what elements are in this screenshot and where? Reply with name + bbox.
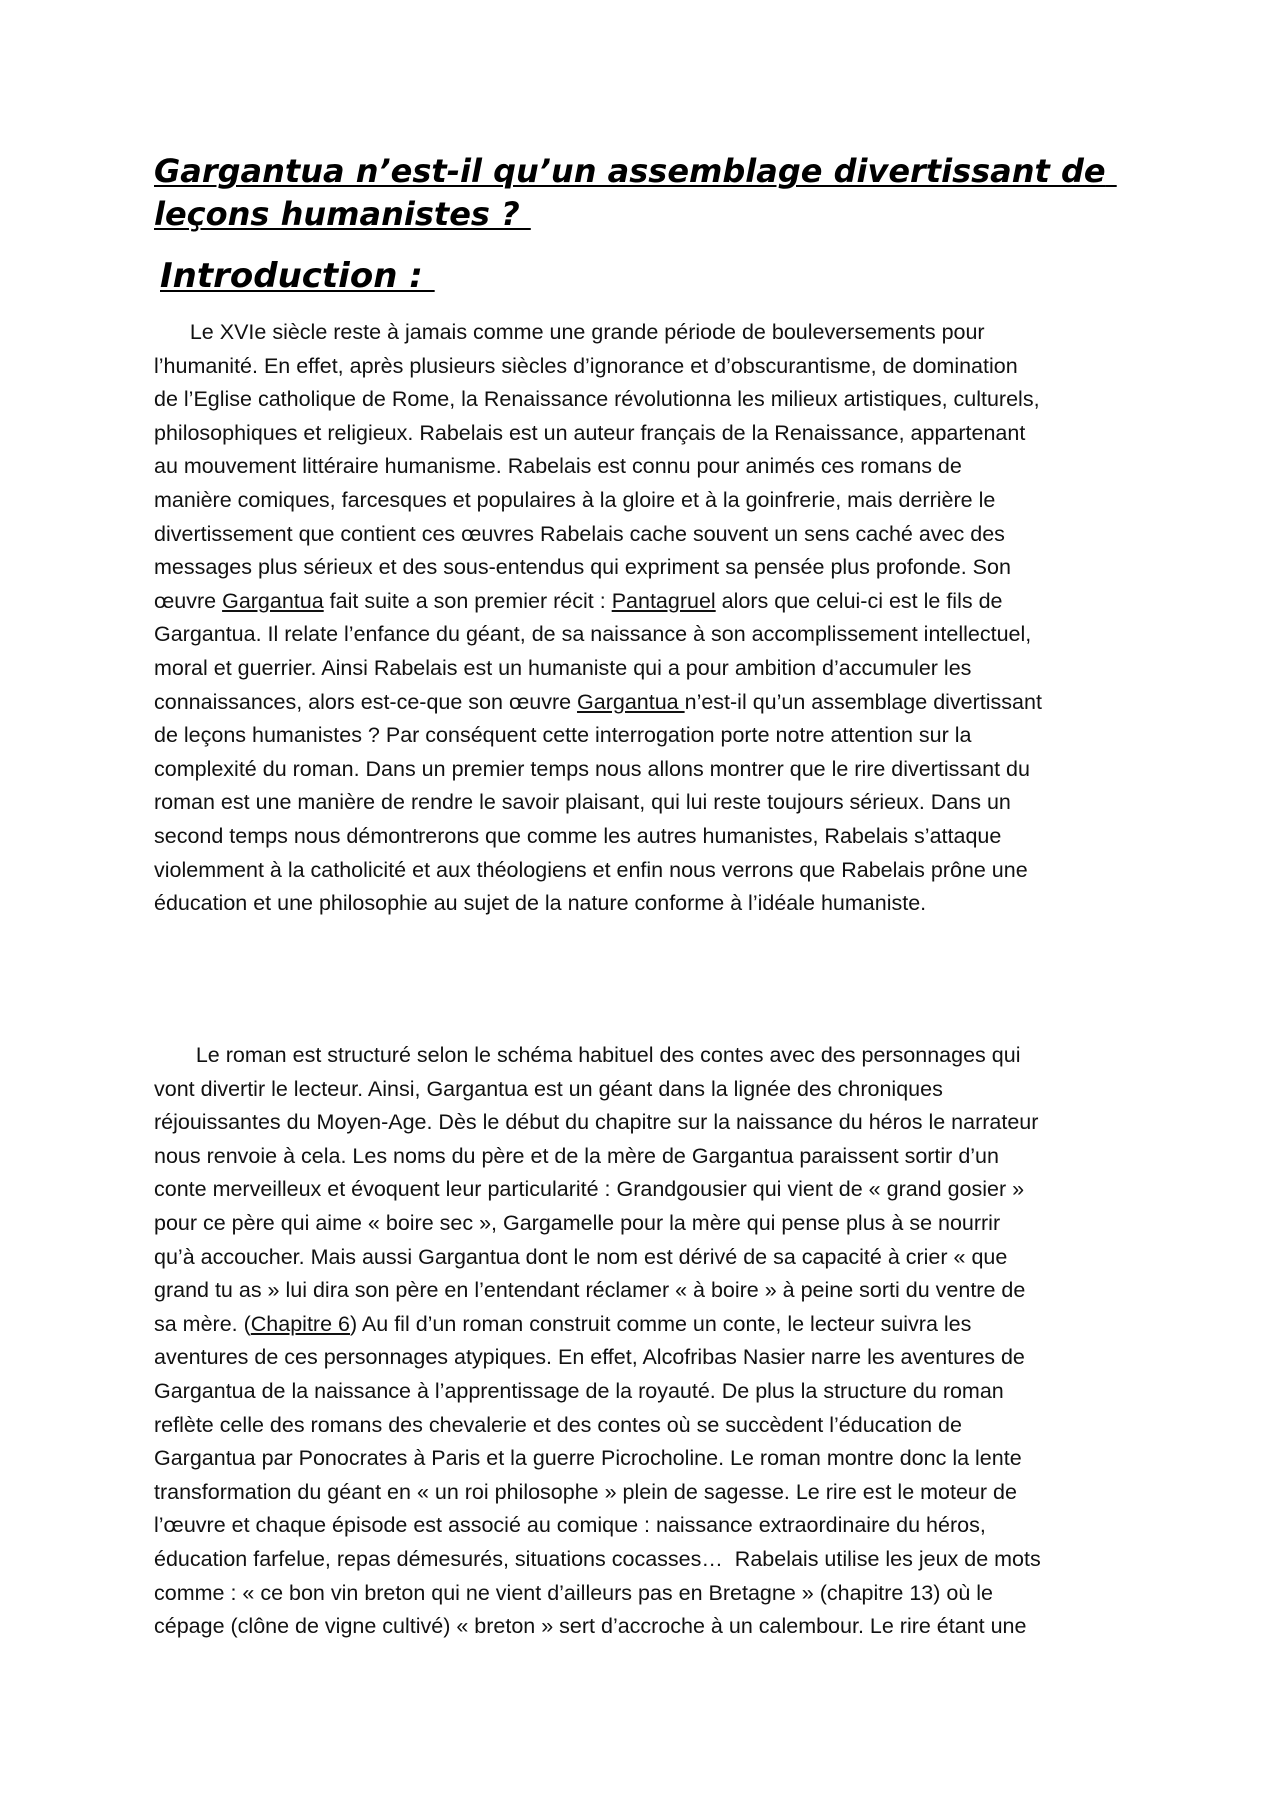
underlined-reference: Gargantua bbox=[222, 588, 324, 613]
text-line bbox=[154, 417, 1134, 451]
text-line bbox=[154, 1140, 1134, 1174]
text-line bbox=[154, 1442, 1134, 1476]
text-line bbox=[154, 1610, 1134, 1644]
text-line bbox=[154, 1241, 1134, 1275]
underlined-reference: Chapitre 6 bbox=[250, 1311, 350, 1336]
text-segment: Gargantua. Il relate l’enfance du géant, de sa naissance à son accomplissement intellectuel, bbox=[154, 622, 1032, 647]
text-line bbox=[154, 1274, 1134, 1308]
text-line bbox=[154, 316, 1134, 350]
text-segment: Gargantua par Ponocrates à Paris et la guerre Picrocholine. Le roman montre donc la lente bbox=[154, 1446, 1022, 1471]
text-line bbox=[154, 450, 1134, 484]
text-segment: de leçons humanistes ? Par conséquent cette interrogation porte notre attention sur la bbox=[154, 723, 972, 748]
document-title: Gargantua n’est-il qu’un assemblage divertissant de leçons humanistes ? bbox=[154, 152, 1117, 233]
text-line bbox=[154, 820, 1134, 854]
text-segment: roman est une manière de rendre le savoir plaisant, qui lui reste toujours sérieux. Dans un bbox=[154, 790, 1011, 815]
text-segment: aventures de ces personnages atypiques. En effet, Alcofribas Nasier narre les aventures de bbox=[154, 1345, 1025, 1370]
text-segment: fait suite a son premier récit : bbox=[323, 588, 612, 613]
text-line bbox=[154, 1173, 1134, 1207]
text-segment: manière comiques, farcesques et populaires à la gloire et à la goinfrerie, mais derrière le bbox=[154, 487, 996, 512]
text-line bbox=[154, 1341, 1134, 1375]
text-segment: connaissances, alors est-ce-que son œuvre bbox=[154, 689, 578, 714]
underlined-reference: Pantagruel bbox=[611, 588, 716, 613]
introduction-paragraph bbox=[154, 316, 1134, 921]
text-line bbox=[154, 854, 1134, 888]
body-paragraph bbox=[154, 1039, 1134, 1644]
section-heading-introduction: Introduction : bbox=[160, 256, 435, 296]
text-line bbox=[154, 1577, 1134, 1611]
text-segment: qu’à accoucher. Mais aussi Gargantua dont le nom est dérivé de sa capacité à crier « que bbox=[154, 1244, 1008, 1269]
text-line bbox=[154, 753, 1134, 787]
underlined-reference: Gargantua bbox=[577, 689, 685, 714]
text-segment: Le XVIe siècle reste à jamais comme une grande période de bouleversements pour bbox=[154, 320, 985, 344]
text-segment: second temps nous démontrerons que comme les autres humanistes, Rabelais s’attaque bbox=[154, 823, 1002, 848]
text-line bbox=[154, 518, 1134, 552]
text-line bbox=[154, 652, 1134, 686]
text-segment: vont divertir le lecteur. Ainsi, Gargantua est un géant dans la lignée des chroniques bbox=[154, 1076, 943, 1101]
text-segment: comme : « ce bon vin breton qui ne vient d’ailleurs pas en Bretagne » (chapitre 13) où le bbox=[154, 1580, 993, 1605]
text-line bbox=[154, 1543, 1134, 1577]
text-segment: conte merveilleux et évoquent leur particularité : Grandgousier qui vient de « grand gosier » bbox=[154, 1177, 1025, 1202]
text-segment: cépage (clône de vigne cultivé) « breton » sert d’accroche à un calembour. Le rire étant une bbox=[154, 1614, 1027, 1639]
text-segment: nous renvoie à cela. Les noms du père et de la mère de Gargantua paraissent sortir d’un bbox=[154, 1143, 999, 1168]
text-segment: Gargantua de la naissance à l’apprentissage de la royauté. De plus la structure du roman bbox=[154, 1378, 1004, 1403]
text-segment: œuvre bbox=[154, 588, 223, 613]
text-line bbox=[154, 618, 1134, 652]
text-line bbox=[154, 1476, 1134, 1510]
text-segment: éducation et une philosophie au sujet de la nature conforme à l’idéale humaniste. bbox=[154, 891, 927, 916]
text-segment: n’est-il qu’un assemblage divertissant bbox=[684, 689, 1042, 714]
text-line bbox=[154, 1308, 1134, 1342]
text-segment: divertissement que contient ces œuvres Rabelais cache souvent un sens caché avec des bbox=[154, 521, 1005, 546]
text-segment: l’humanité. En effet, après plusieurs siècles d’ignorance et d’obscurantisme, de domination bbox=[154, 353, 1018, 378]
text-segment: réjouissantes du Moyen-Age. Dès le début du chapitre sur la naissance du héros le narrateur bbox=[154, 1110, 1039, 1135]
text-segment: de l’Eglise catholique de Rome, la Renaissance révolutionna les milieux artistiques, culturels, bbox=[154, 387, 1040, 412]
text-segment: ) Au fil d’un roman construit comme un conte, le lecteur suivra les bbox=[349, 1311, 972, 1336]
text-line bbox=[154, 551, 1134, 585]
text-segment: transformation du géant en « un roi philosophe » plein de sagesse. Le rire est le moteur de bbox=[154, 1479, 1017, 1504]
text-line bbox=[154, 1409, 1134, 1443]
text-line bbox=[154, 786, 1134, 820]
text-line bbox=[154, 1509, 1134, 1543]
text-line bbox=[154, 686, 1134, 720]
text-segment: grand tu as » lui dira son père en l’entendant réclamer « à boire » à peine sorti du ventre de bbox=[154, 1278, 1026, 1303]
text-line bbox=[154, 484, 1134, 518]
text-line bbox=[154, 1106, 1134, 1140]
text-segment: pour ce père qui aime « boire sec », Gargamelle pour la mère qui pense plus à se nourrir bbox=[154, 1210, 1001, 1235]
text-segment: violemment à la catholicité et aux théologiens et enfin nous verrons que Rabelais prône une bbox=[154, 857, 1028, 882]
text-segment: Le roman est structuré selon le schéma habituel des contes avec des personnages qui bbox=[154, 1043, 1021, 1067]
text-segment: reflète celle des romans des chevalerie et des contes où se succèdent l’éducation de bbox=[154, 1412, 962, 1437]
text-line bbox=[154, 350, 1134, 384]
text-segment: au mouvement littéraire humanisme. Rabelais est connu pour animés ces romans de bbox=[154, 454, 962, 479]
text-segment: éducation farfelue, repas démesurés, situations cocasses… Rabelais utilise les jeux de mots bbox=[154, 1546, 1041, 1571]
text-segment: l’œuvre et chaque épisode est associé au comique : naissance extraordinaire du héros, bbox=[154, 1513, 986, 1538]
text-segment: philosophiques et religieux. Rabelais est un auteur français de la Renaissance, appartenant bbox=[154, 420, 1026, 445]
text-line bbox=[154, 1073, 1134, 1107]
text-segment: messages plus sérieux et des sous-entendus qui expriment sa pensée plus profonde. Son bbox=[154, 555, 1011, 580]
text-line bbox=[154, 719, 1134, 753]
text-line bbox=[154, 1207, 1134, 1241]
text-line bbox=[154, 887, 1134, 921]
text-line bbox=[154, 1375, 1134, 1409]
text-segment: moral et guerrier. Ainsi Rabelais est un humaniste qui a pour ambition d’accumuler les bbox=[154, 655, 972, 680]
text-segment: complexité du roman. Dans un premier temps nous allons montrer que le rire divertissant du bbox=[154, 756, 1030, 781]
text-line bbox=[154, 1039, 1134, 1073]
text-segment: alors que celui-ci est le fils de bbox=[715, 588, 1003, 613]
text-line bbox=[154, 383, 1134, 417]
text-line bbox=[154, 585, 1134, 619]
text-segment: sa mère. ( bbox=[154, 1311, 251, 1336]
